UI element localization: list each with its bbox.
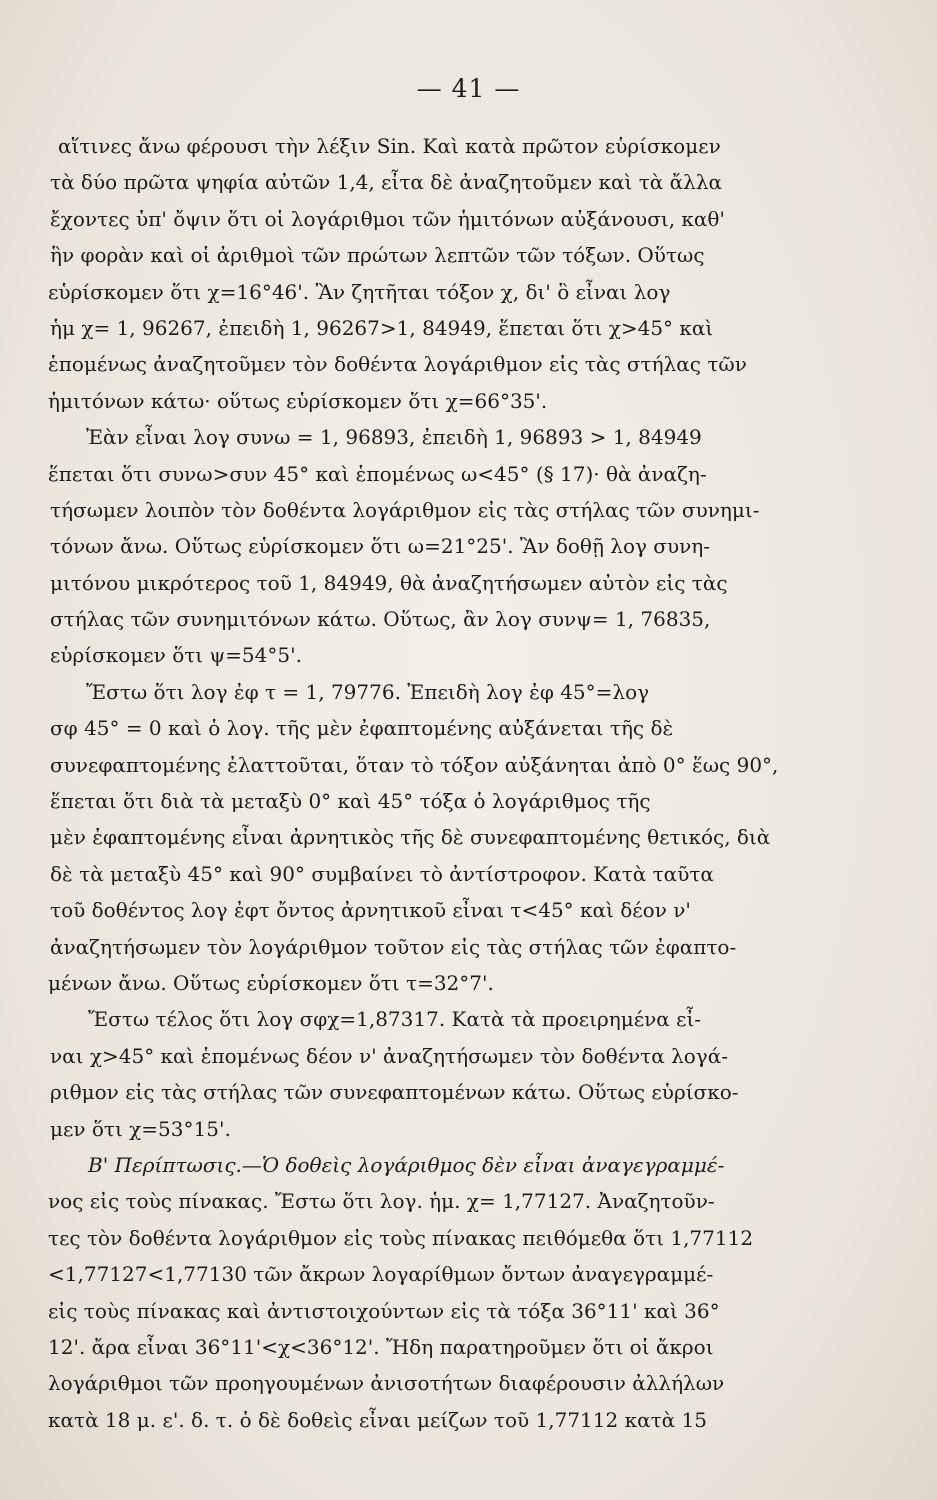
text-line: μιτόνου μικρότερος τοῦ 1, 84949, θὰ ἀναζητήσωμεν αὐτὸν εἰς τὰς bbox=[50, 570, 728, 595]
text-line: ἡμ χ= 1, 96267, ἐπειδὴ 1, 96267>1, 84949, ἕπεται ὅτι χ>45° καὶ bbox=[50, 315, 714, 340]
text-line: συνεφαπτομένης ἐλαττοῦται, ὅταν τὸ τόξον αὐξάνηται ἀπὸ 0° ἕως 90°, bbox=[50, 752, 779, 777]
text-line: τόνων ἄνω. Οὕτως εὑρίσκομεν ὅτι ω=21°25'. Ἂν δοθῇ λογ συνη- bbox=[50, 534, 711, 559]
text-line: εἰς τοὺς πίνακας καὶ ἀντιστοιχούντων εἰς τὰ τόξα 36°11' καὶ 36° bbox=[48, 1298, 720, 1323]
text-line: Ἐὰν εἶναι λογ συνω = 1, 96893, ἐπειδὴ 1, 96893 > 1, 84949 bbox=[86, 425, 702, 450]
text-line: ἀναζητήσωμεν τὸν λογάριθμον τοῦτον εἰς τὰς στήλας τῶν ἐφαπτο- bbox=[50, 934, 737, 959]
text-line: ἔχοντες ὑπ' ὄψιν ὅτι οἱ λογάριθμοι τῶν ἡμιτόνων αὐξάνουσι, καθ' bbox=[50, 206, 725, 231]
text-line: ἡμιτόνων κάτω· οὕτως εὑρίσκομεν ὅτι χ=66°35'. bbox=[48, 388, 548, 413]
text-line: νος εἰς τοὺς πίνακας. Ἔστω ὅτι λογ. ἡμ. χ= 1,77127. Ἀναζητοῦν- bbox=[48, 1189, 715, 1214]
text-line: λογάριθμοι τῶν προηγουμένων ἀνισοτήτων διαφέρουσιν ἀλλήλων bbox=[48, 1371, 725, 1396]
text-line: στήλας τῶν συνημιτόνων κάτω. Οὕτως, ἂν λογ συνψ= 1, 76835, bbox=[50, 607, 711, 632]
text-line: δὲ τὰ μεταξὺ 45° καὶ 90° συμβαίνει τὸ ἀντίστροφον. Κατὰ ταῦτα bbox=[50, 861, 714, 886]
text-line: ἣν φορὰν καὶ οἱ ἀριθμοὶ τῶν πρώτων λεπτῶν τῶν τόξων. Οὕτως bbox=[50, 243, 705, 268]
text-line: εὑρίσκομεν ὅτι ψ=54°5'. bbox=[50, 643, 302, 668]
text-line: τες τὸν δοθέντα λογάριθμον εἰς τοὺς πίνακας πειθόμεθα ὅτι 1,77112 bbox=[48, 1225, 754, 1250]
text-line: ναι χ>45° καὶ ἑπομένως δέον ν' ἀναζητήσωμεν τὸν δοθέντα λογά- bbox=[50, 1043, 729, 1068]
text-line: ριθμον εἰς τὰς στήλας τῶν συνεφαπτομένων κάτω. Οὕτως εὑρίσκο- bbox=[50, 1080, 739, 1105]
text-line: Β' Περίπτωσις.—Ὁ δοθεὶς λογάριθμος δὲν εἶναι ἀναγεγραμμέ- bbox=[88, 1152, 725, 1177]
text-line: Ἔστω ὅτι λογ ἐφ τ = 1, 79776. Ἐπειδὴ λογ ἐφ 45°=λογ bbox=[86, 679, 650, 704]
text-line: τοῦ δοθέντος λογ ἐφτ ὄντος ἀρνητικοῦ εἶναι τ<45° καὶ δέον ν' bbox=[50, 898, 691, 923]
text-line: Ἔστω τέλος ὅτι λογ σφχ=1,87317. Κατὰ τὰ προειρημένα εἶ- bbox=[88, 1007, 702, 1032]
text-line: <1,77127<1,77130 τῶν ἄκρων λογαρίθμων ὄντων ἀναγεγραμμέ- bbox=[48, 1262, 714, 1287]
text-line: ἕπεται ὅτι διὰ τὰ μεταξὺ 0° καὶ 45° τόξα ὁ λογάριθμος τῆς bbox=[50, 789, 651, 814]
text-line: αἵτινες ἄνω φέρουσι τὴν λέξιν Sin. Καὶ κατὰ πρῶτον εὑρίσκομεν bbox=[58, 134, 721, 158]
text-line: τὰ δύο πρῶτα ψηφία αὐτῶν 1,4, εἶτα δὲ ἀναζητοῦμεν καὶ τὰ ἄλλα bbox=[50, 170, 723, 195]
text-line: ἕπεται ὅτι συνω>συν 45° καὶ ἑπομένως ω<45° (§ 17)· θὰ ἀναζη- bbox=[48, 461, 707, 486]
page-number: — 41 — bbox=[416, 74, 521, 103]
text-line: κατὰ 18 μ. ε'. δ. τ. ὁ δὲ δοθεὶς εἶναι μείζων τοῦ 1,77112 κατὰ 15 bbox=[48, 1407, 707, 1432]
text-line: ἑπομένως ἀναζητοῦμεν τὸν δοθέντα λογάριθμον εἰς τὰς στήλας τῶν bbox=[48, 352, 747, 377]
text-line: μένων ἄνω. Οὕτως εὑρίσκομεν ὅτι τ=32°7'. bbox=[48, 970, 494, 995]
text-line: μὲν ἐφαπτομένης εἶναι ἀρνητικὸς τῆς δὲ συνεφαπτομένης θετικός, διὰ bbox=[50, 825, 771, 850]
text-line: 12'. ἄρα εἶναι 36°11'<χ<36°12'. Ἤδη παρατηροῦμεν ὅτι οἱ ἄκροι bbox=[48, 1334, 714, 1359]
text-line: εὑρίσκομεν ὅτι χ=16°46'. Ἂν ζητῆται τόξον χ, δι' ὃ εἶναι λογ bbox=[48, 279, 671, 304]
text-line: τήσωμεν λοιπὸν τὸν δοθέντα λογάριθμον εἰς τὰς στήλας τῶν συνημι- bbox=[50, 497, 760, 522]
text-line: μεν ὅτι χ=53°15'. bbox=[50, 1116, 231, 1141]
text-line: σφ 45° = 0 καὶ ὁ λογ. τῆς μὲν ἐφαπτομένης αὐξάνεται τῆς δὲ bbox=[50, 716, 674, 741]
page-body-text bbox=[48, 128, 828, 1438]
